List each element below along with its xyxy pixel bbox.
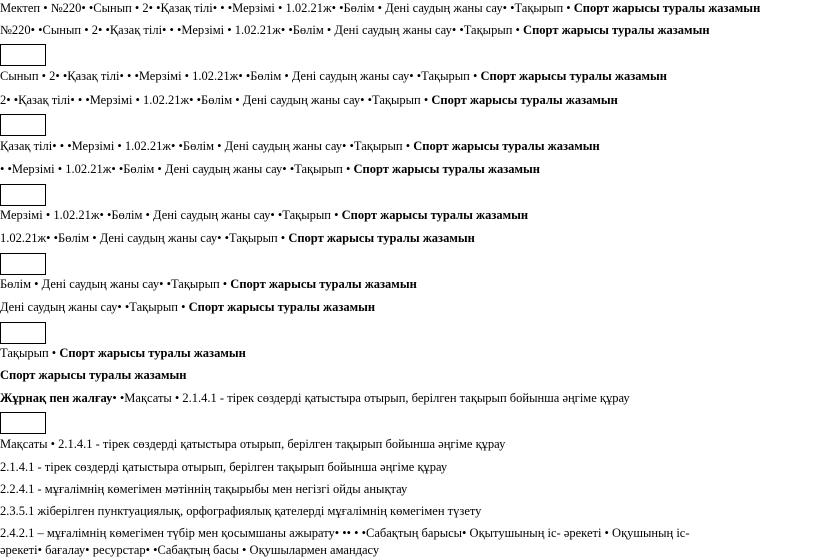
blank-image-box <box>0 412 46 434</box>
text-line-14: Мақсаты • 2.1.4.1 - тірек сөздерді қатыстыра отырып, берілген тақырып бойынша әңгіме құрау <box>0 437 506 451</box>
text-line-2: №220• •Сынып • 2• •Қазақ тілі• • •Мерзімі • 1.02.21ж• •Бөлім • Дені саудың жаны сау• •Тақырып • Спорт жарысы туралы жазамын <box>0 23 710 37</box>
text-line-4: 2• •Қазақ тілі• • •Мерзімі • 1.02.21ж• •Бөлім • Дені саудың жаны сау• •Тақырып • Спорт жарысы туралы жазамын <box>0 93 618 107</box>
text-line-1: Мектеп • №220• •Сынып • 2• •Қазақ тілі• • •Мерзімі • 1.02.21ж• •Бөлім • Дені саудың жаны сау• •Тақырып • Спорт жарысы туралы жазамын <box>0 1 761 15</box>
blank-image-box <box>0 44 46 66</box>
text-line-13: Жұрнақ пен жалғау• •Мақсаты • 2.1.4.1 - тірек сөздерді қатыстыра отырып, берілген тақырып бойынша әңгіме құрау <box>0 391 630 405</box>
text-line-17: 2.3.5.1 жіберілген пунктуациялық, орфографиялық қателерді мұғалімнің көмегімен түзету <box>0 504 482 518</box>
text-line-15: 2.1.4.1 - тірек сөздерді қатыстыра отырып, берілген тақырып бойынша әңгіме құрау <box>0 460 448 474</box>
text-line-3: Сынып • 2• •Қазақ тілі• • •Мерзімі • 1.02.21ж• •Бөлім • Дені саудың жаны сау• •Тақырып • Спорт жарысы туралы жазамын <box>0 69 667 83</box>
text-line-7: Мерзімі • 1.02.21ж• •Бөлім • Дені саудың жаны сау• •Тақырып • Спорт жарысы туралы жазамын <box>0 208 529 222</box>
text-line-18: 2.4.2.1 – мұғалімнің көмегімен түбір мен қосымшаны ажырату• •• • •Сабақтың барысы• Оқытушының іс- әрекеті • Оқушының іс- <box>0 526 690 540</box>
text-line-19: әрекеті• бағалау• ресурстар• •Сабақтың басы • Оқушылармен амандасу <box>0 543 380 557</box>
text-line-9: Бөлім • Дені саудың жаны сау• •Тақырып • Спорт жарысы туралы жазамын <box>0 277 417 291</box>
text-line-16: 2.2.4.1 - мұғалімнің көмегімен мәтіннің тақырыбы мен негізгі ойды анықтау <box>0 482 408 496</box>
blank-image-box <box>0 184 46 206</box>
blank-image-box <box>0 253 46 275</box>
text-line-12: Спорт жарысы туралы жазамын <box>0 368 187 382</box>
text-line-6: • •Мерзімі • 1.02.21ж• •Бөлім • Дені саудың жаны сау• •Тақырып • Спорт жарысы туралы жазамын <box>0 162 540 176</box>
blank-image-box <box>0 114 46 136</box>
text-line-8: 1.02.21ж• •Бөлім • Дені саудың жаны сау• •Тақырып • Спорт жарысы туралы жазамын <box>0 231 475 245</box>
blank-image-box <box>0 322 46 344</box>
text-line-11: Тақырып • Спорт жарысы туралы жазамын <box>0 346 246 360</box>
text-line-5: Қазақ тілі• • •Мерзімі • 1.02.21ж• •Бөлім • Дені саудың жаны сау• •Тақырып • Спорт жарысы туралы жазамын <box>0 139 600 153</box>
text-line-10: Дені саудың жаны сау• •Тақырып • Спорт жарысы туралы жазамын <box>0 300 376 314</box>
